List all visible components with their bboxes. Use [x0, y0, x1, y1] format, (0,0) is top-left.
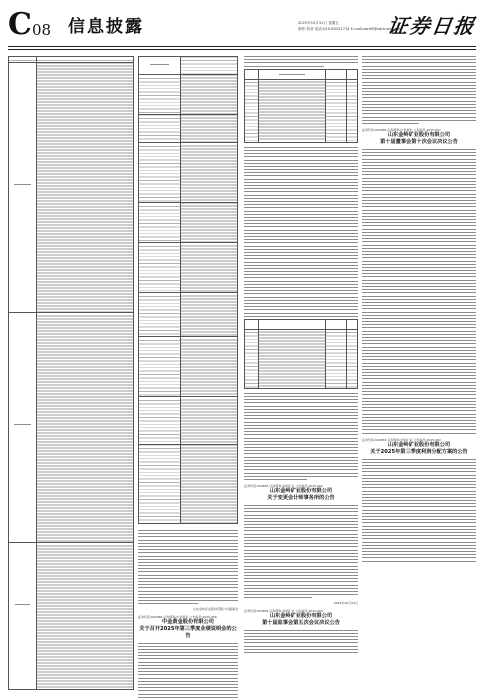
article-company: 山东金岭矿业股份有限公司 — [269, 612, 333, 619]
table-cell — [346, 69, 357, 79]
article-code: 证券代码:600489 证券简称:中金黄金 公告编号:2025-056 — [138, 614, 217, 619]
disclosure-table-middle — [138, 56, 238, 524]
article-body — [244, 630, 358, 653]
table-cell — [180, 143, 237, 203]
column-2 — [138, 56, 238, 700]
table-cell — [346, 319, 357, 329]
table-cell — [258, 329, 326, 388]
table-cell — [346, 79, 357, 142]
table-cell — [139, 337, 181, 397]
article-code: 证券代码:600489 证券简称:中金黄金 公告编号:2025-057 — [362, 127, 441, 132]
table-cell — [139, 293, 181, 337]
article-header — [138, 615, 238, 640]
table-cell — [180, 445, 237, 524]
article-body — [362, 56, 476, 124]
article-header — [244, 484, 358, 502]
table-cell — [326, 69, 346, 79]
article-header — [244, 609, 358, 627]
article-body — [138, 643, 238, 700]
signature: 山东金岭矿业股份有限公司董事会 — [192, 606, 238, 611]
table-cell — [139, 143, 181, 203]
table-cell — [36, 63, 134, 313]
signature-date: 2025年10月31日 — [333, 600, 358, 605]
table-cell — [139, 115, 181, 143]
table-cell — [245, 329, 259, 388]
article-title: 第十届监事会第五次会议决议公告 — [262, 619, 340, 626]
masthead-contact: 制作:刘莹 电话:010-83251714 E-mail:zqrb9@zqrb.sina.net — [298, 27, 401, 31]
table-cell-label — [9, 313, 37, 543]
section-letter: C — [8, 7, 32, 42]
article-header — [362, 128, 476, 146]
newspaper-logo: 证券日报 — [386, 14, 478, 38]
table-cell — [180, 337, 237, 397]
table-cell — [180, 75, 237, 115]
table-cell — [180, 243, 237, 293]
table-cell-label — [9, 63, 37, 313]
table-cell — [139, 75, 181, 115]
column-4 — [362, 56, 476, 564]
table-cell — [346, 329, 357, 388]
article-code: 证券代码:000655 证券简称:金岭矿业 公告编号:2025-062 — [244, 483, 323, 488]
article-title: 关于召开2025年第三季度业绩说明会的公告 — [139, 625, 237, 639]
masthead-rule — [8, 46, 476, 47]
table-cell — [139, 203, 181, 243]
article-title: 关于2025年第三季度利润分配方案的公告 — [370, 448, 468, 455]
masthead-rule-thin — [8, 49, 476, 50]
article-code: 证券代码:000655 证券简称:金岭矿业 公告编号:2025-064 — [244, 608, 323, 613]
table-cell — [36, 543, 134, 690]
table-cell — [326, 79, 346, 142]
article-body — [244, 147, 358, 317]
table-cell — [326, 319, 346, 329]
table-cell — [326, 329, 346, 388]
section-title: 信息披露 — [68, 17, 144, 37]
table-notes — [138, 530, 238, 604]
article-company: 山东金岭矿业股份有限公司 — [269, 487, 333, 494]
article-company: 山东金岭矿业股份有限公司 — [387, 441, 451, 448]
article-title: 关于变更会计师事务所的公告 — [267, 494, 335, 501]
article-body — [244, 393, 358, 480]
table-cell — [258, 319, 326, 329]
column-3 — [244, 56, 358, 655]
section-number: 08 — [32, 21, 52, 39]
article-body — [362, 459, 476, 562]
table-cell — [245, 79, 259, 142]
table-cell — [139, 57, 181, 75]
vote-table — [244, 319, 358, 389]
table-cell — [258, 69, 326, 79]
table-cell — [180, 203, 237, 243]
article-body — [362, 149, 476, 434]
table-cell — [139, 243, 181, 293]
article-title: 第十届董事会第十次会议决议公告 — [380, 138, 458, 145]
table-cell — [180, 115, 237, 143]
table-cell-label — [9, 543, 37, 690]
table-cell — [245, 69, 259, 79]
table-cell — [180, 57, 237, 75]
table-cell — [245, 319, 259, 329]
table-cell — [180, 293, 237, 337]
masthead — [8, 8, 476, 44]
table-cell — [139, 445, 181, 524]
article-body — [244, 56, 358, 67]
table-cell — [258, 79, 326, 142]
vote-table — [244, 69, 358, 143]
article-header — [362, 438, 476, 456]
table-cell — [180, 397, 237, 445]
article-body — [244, 505, 358, 598]
table-cell — [139, 397, 181, 445]
column-1-table — [8, 56, 134, 690]
masthead-date: 2025年10月31日 星期五 — [298, 21, 339, 25]
article-company: 山东金岭矿业股份有限公司 — [387, 131, 451, 138]
table-cell — [36, 313, 134, 543]
article-code: 证券代码:000655 证券简称:金岭矿业 公告编号:2025-063 — [362, 437, 441, 442]
article-company: 中金黄金股份有限公司 — [162, 618, 214, 625]
disclosure-table-left — [8, 56, 134, 690]
